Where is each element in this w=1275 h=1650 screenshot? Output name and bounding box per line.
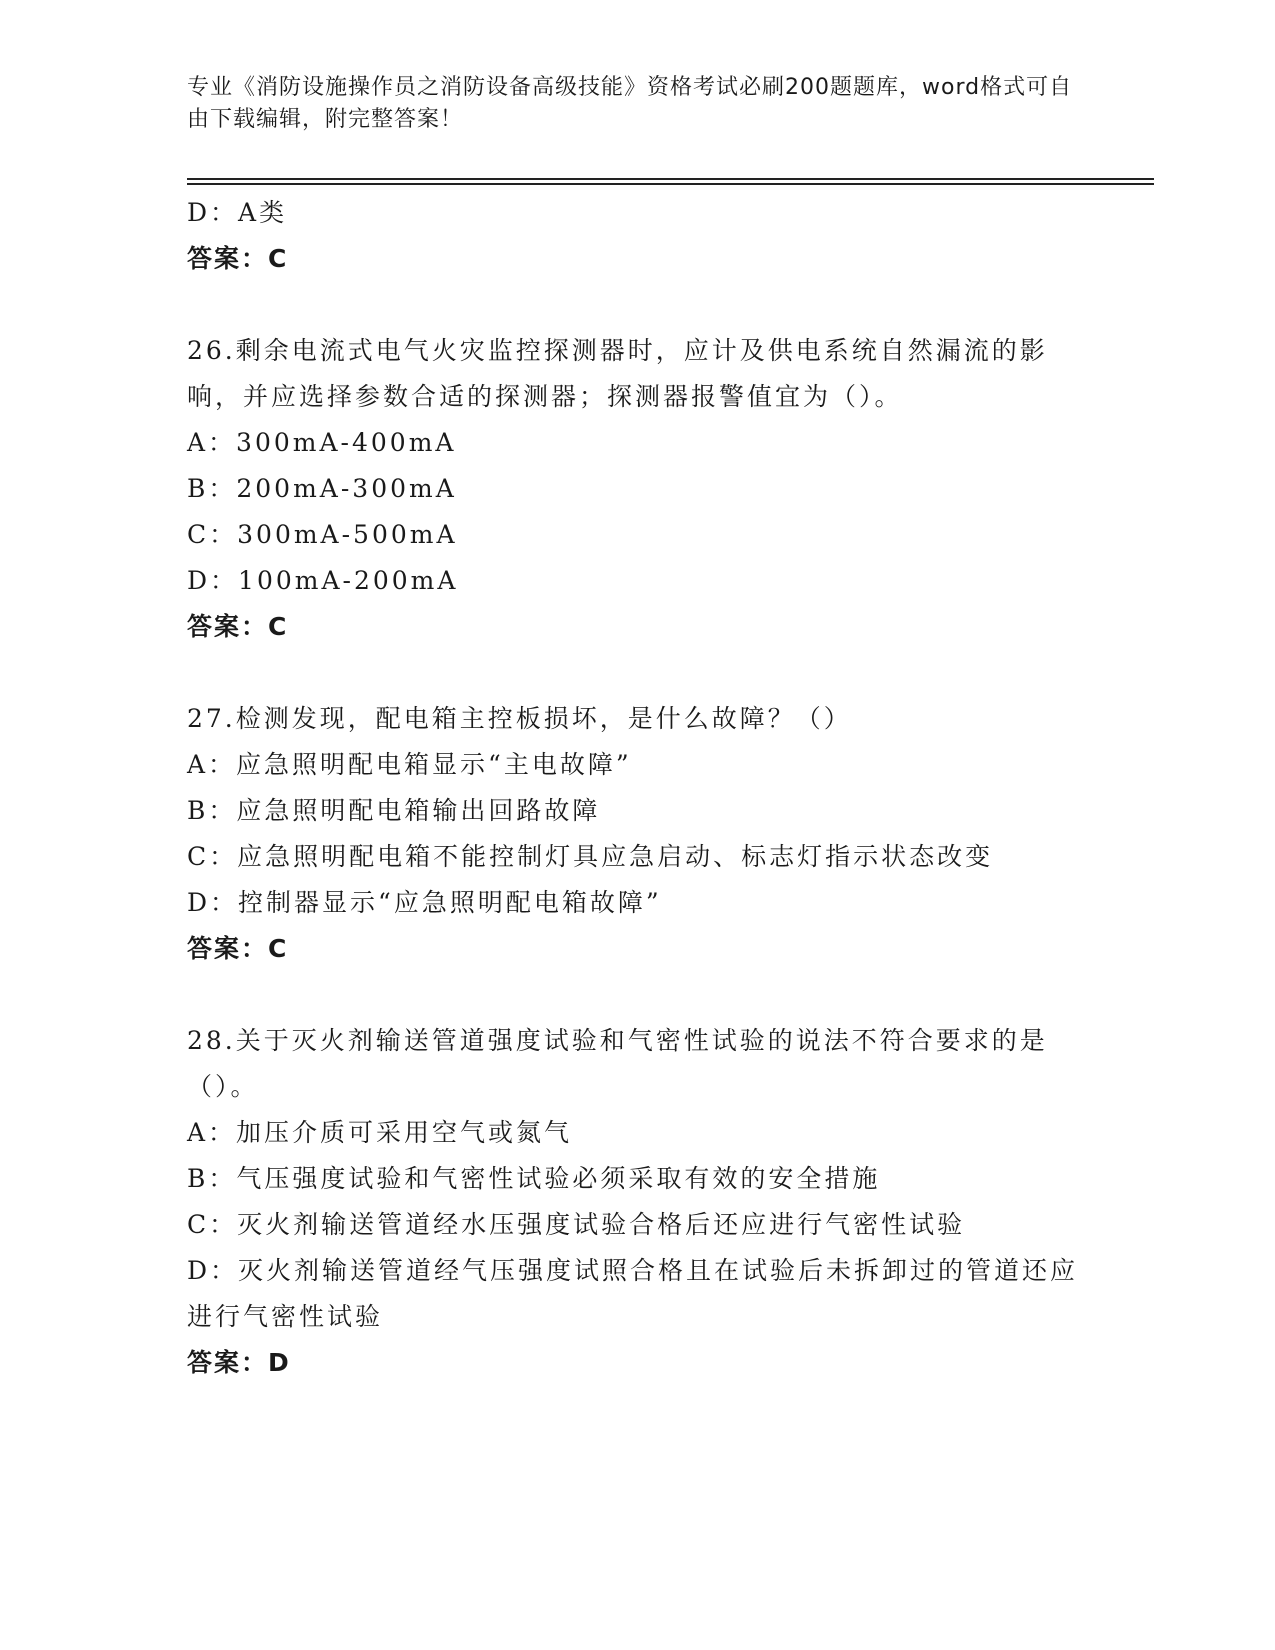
question-title: 28.关于灭火剂输送管道强度试验和气密性试验的说法不符合要求的是（）。 [187, 1026, 1048, 1101]
option-d: D：控制器显示“应急照明配电箱故障” [187, 888, 662, 917]
header-divider-top [187, 178, 1154, 180]
answer-label: 答案：C [187, 244, 289, 273]
question-title: 26.剩余电流式电气火灾监控探测器时，应计及供电系统自然漏流的影响，并应选择参数合适的探测器；探测器报警值宜为（）。 [187, 336, 1048, 411]
option-d: D：灭火剂输送管道经气压强度试照合格且在试验后未拆卸过的管道还应进行气密性试验 [187, 1256, 1079, 1331]
option-a: A：加压介质可采用空气或氮气 [187, 1118, 573, 1147]
question-content [187, 190, 1087, 1386]
answer-label: 答案：C [187, 934, 289, 963]
option-a: A：300mA-400mA [187, 428, 457, 457]
option-b: B：气压强度试验和气密性试验必须采取有效的安全措施 [187, 1164, 881, 1193]
option-b: B：应急照明配电箱输出回路故障 [187, 796, 601, 825]
option-a: A：应急照明配电箱显示“主电故障” [187, 750, 632, 779]
answer-label: 答案：C [187, 612, 289, 641]
option-c: C：应急照明配电箱不能控制灯具应急启动、标志灯指示状态改变 [187, 842, 994, 871]
option-d: D：A类 [187, 198, 288, 227]
answer-label: 答案：D [187, 1348, 291, 1377]
option-c: C：300mA-500mA [187, 520, 458, 549]
option-c: C：灭火剂输送管道经水压强度试验合格后还应进行气密性试验 [187, 1210, 966, 1239]
document-header: 专业《消防设施操作员之消防设备高级技能》资格考试必刷200题题库，word格式可自由下载编辑，附完整答案！ [187, 75, 1073, 132]
question-title: 27.检测发现，配电箱主控板损坏，是什么故障？（） [187, 704, 852, 733]
option-d: D：100mA-200mA [187, 566, 459, 595]
header-divider-bottom [187, 183, 1154, 185]
option-b: B：200mA-300mA [187, 474, 457, 503]
